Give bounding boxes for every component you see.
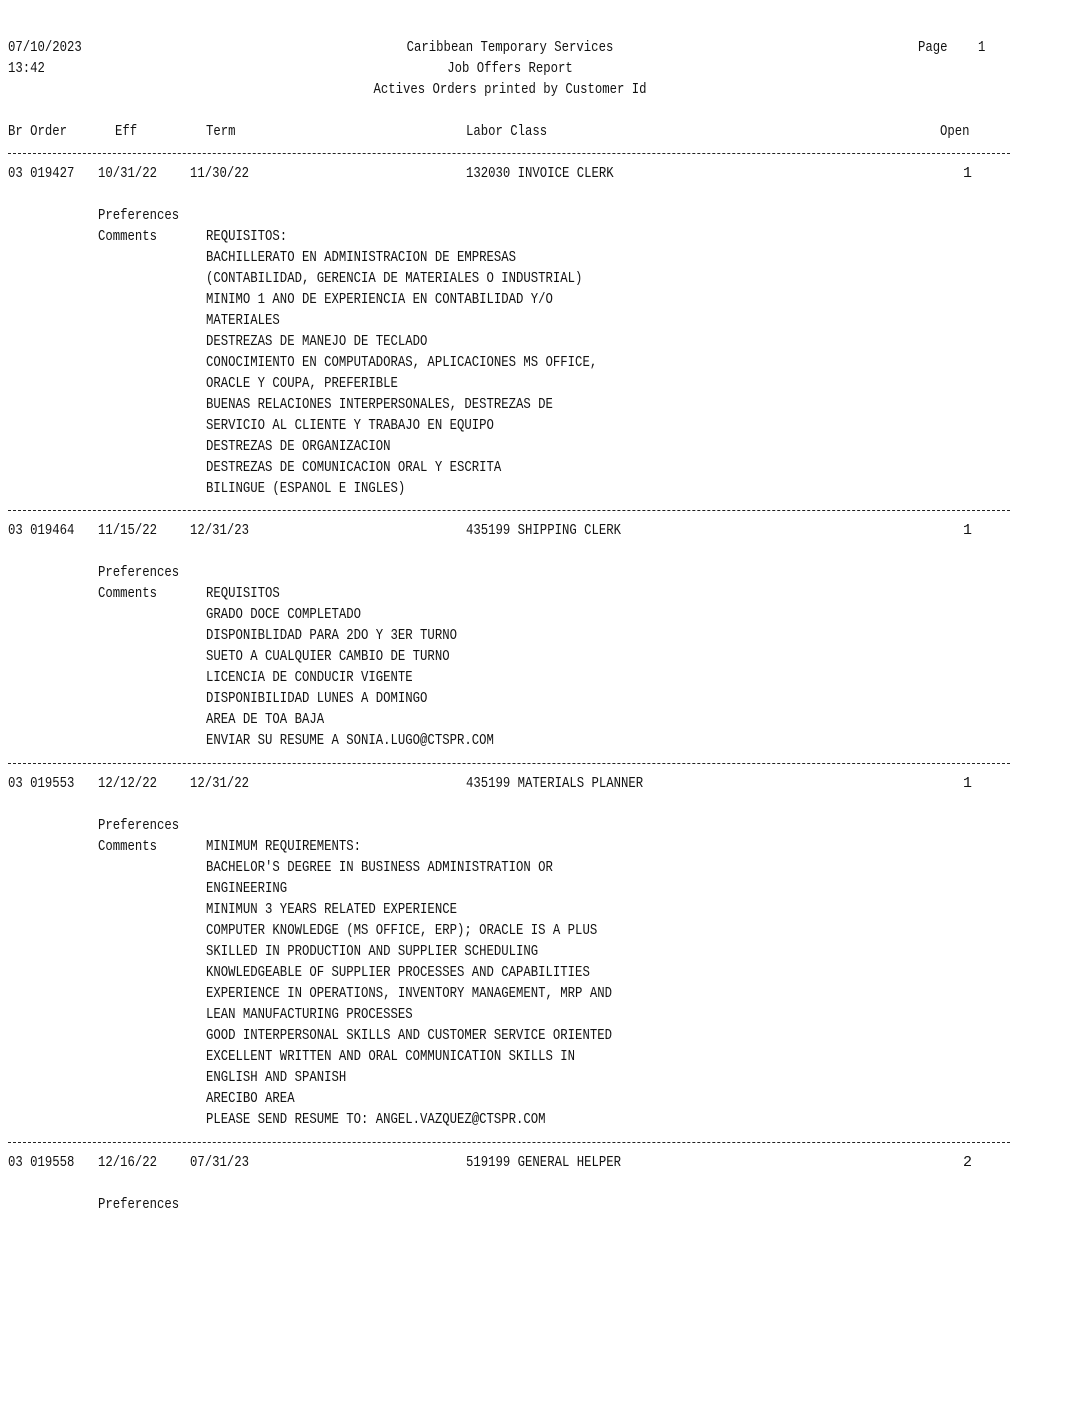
comment-line: MINIMUM REQUIREMENTS: xyxy=(206,838,362,855)
column-header-term: Term xyxy=(206,123,236,140)
order-term-date: 12/31/22 xyxy=(190,775,250,792)
order-eff-date: 11/15/22 xyxy=(98,522,158,539)
order-number: 03 019464 xyxy=(8,522,75,539)
order-open-count: 1 xyxy=(962,165,972,182)
preferences-label: Preferences xyxy=(98,1196,180,1213)
comment-line: SUETO A CUALQUIER CAMBIO DE TURNO xyxy=(206,648,450,665)
order-eff-date: 12/16/22 xyxy=(98,1154,158,1171)
order-labor-class: 132030 INVOICE CLERK xyxy=(466,165,614,182)
comment-line: DISPONIBLIDAD PARA 2DO Y 3ER TURNO xyxy=(206,627,457,644)
separator-line xyxy=(8,1142,1010,1143)
comment-line: ENGLISH AND SPANISH xyxy=(206,1069,347,1086)
report-time: 13:42 xyxy=(8,60,45,77)
comments-label: Comments xyxy=(98,585,158,602)
report-subtitle: Actives Orders printed by Customer Id xyxy=(373,81,647,98)
order-term-date: 11/30/22 xyxy=(190,165,250,182)
column-header-eff: Eff xyxy=(115,123,138,140)
comment-line: ARECIBO AREA xyxy=(206,1090,295,1107)
comment-line: BACHELOR'S DEGREE IN BUSINESS ADMINISTRATION OR xyxy=(206,859,553,876)
page-number: 1 xyxy=(978,39,986,56)
order-number: 03 019427 xyxy=(8,165,75,182)
comment-line: ENGINEERING xyxy=(206,880,288,897)
separator-line xyxy=(8,763,1010,764)
comment-line: AREA DE TOA BAJA xyxy=(206,711,325,728)
comment-line: DESTREZAS DE MANEJO DE TECLADO xyxy=(206,333,428,350)
company-name: Caribbean Temporary Services xyxy=(406,39,614,56)
order-open-count: 1 xyxy=(962,522,972,539)
comment-line: MINIMUN 3 YEARS RELATED EXPERIENCE xyxy=(206,901,457,918)
order-eff-date: 12/12/22 xyxy=(98,775,158,792)
comment-line: REQUISITOS: xyxy=(206,228,288,245)
order-open-count: 1 xyxy=(962,775,972,792)
comment-line: BILINGUE (ESPANOL E INGLES) xyxy=(206,480,406,497)
order-term-date: 12/31/23 xyxy=(190,522,250,539)
comment-line: EXCELLENT WRITTEN AND ORAL COMMUNICATION SKILLS IN xyxy=(206,1048,576,1065)
column-header-open: Open xyxy=(940,123,970,140)
separator-line xyxy=(8,153,1010,154)
comment-line: CONOCIMIENTO EN COMPUTADORAS, APLICACIONES MS OFFICE, xyxy=(206,354,598,371)
comment-line: SERVICIO AL CLIENTE Y TRABAJO EN EQUIPO xyxy=(206,417,494,434)
comment-line: BACHILLERATO EN ADMINISTRACION DE EMPRESAS xyxy=(206,249,517,266)
column-header-br-order: Br Order xyxy=(8,123,68,140)
comment-line: REQUISITOS xyxy=(206,585,280,602)
comment-line: LICENCIA DE CONDUCIR VIGENTE xyxy=(206,669,413,686)
comment-line: GOOD INTERPERSONAL SKILLS AND CUSTOMER SERVICE ORIENTED xyxy=(206,1027,612,1044)
order-open-count: 2 xyxy=(962,1154,972,1171)
order-number: 03 019553 xyxy=(8,775,75,792)
comment-line: PLEASE SEND RESUME TO: ANGEL.VAZQUEZ@CTSPR.COM xyxy=(206,1111,546,1128)
comment-line: DESTREZAS DE COMUNICACION ORAL Y ESCRITA xyxy=(206,459,502,476)
comment-line: MINIMO 1 ANO DE EXPERIENCIA EN CONTABILIDAD Y/O xyxy=(206,291,553,308)
order-eff-date: 10/31/22 xyxy=(98,165,158,182)
separator-line xyxy=(8,510,1010,511)
column-header-labor-class: Labor Class xyxy=(466,123,548,140)
comment-line: LEAN MANUFACTURING PROCESSES xyxy=(206,1006,413,1023)
report-title: Job Offers Report xyxy=(447,60,573,77)
preferences-label: Preferences xyxy=(98,817,180,834)
comment-line: EXPERIENCE IN OPERATIONS, INVENTORY MANAGEMENT, MRP AND xyxy=(206,985,612,1002)
comment-line: DISPONIBILIDAD LUNES A DOMINGO xyxy=(206,690,428,707)
order-labor-class: 519199 GENERAL HELPER xyxy=(466,1154,622,1171)
comment-line: BUENAS RELACIONES INTERPERSONALES, DESTREZAS DE xyxy=(206,396,553,413)
comment-line: MATERIALES xyxy=(206,312,280,329)
comment-line: SKILLED IN PRODUCTION AND SUPPLIER SCHEDULING xyxy=(206,943,539,960)
order-labor-class: 435199 MATERIALS PLANNER xyxy=(466,775,644,792)
order-labor-class: 435199 SHIPPING CLERK xyxy=(466,522,622,539)
comments-label: Comments xyxy=(98,228,158,245)
preferences-label: Preferences xyxy=(98,564,180,581)
comment-line: GRADO DOCE COMPLETADO xyxy=(206,606,362,623)
preferences-label: Preferences xyxy=(98,207,180,224)
comment-line: ORACLE Y COUPA, PREFERIBLE xyxy=(206,375,398,392)
comment-line: DESTREZAS DE ORGANIZACION xyxy=(206,438,391,455)
comment-line: COMPUTER KNOWLEDGE (MS OFFICE, ERP); ORACLE IS A PLUS xyxy=(206,922,598,939)
report-date: 07/10/2023 xyxy=(8,39,82,56)
comment-line: KNOWLEDGEABLE OF SUPPLIER PROCESSES AND CAPABILITIES xyxy=(206,964,590,981)
page-label: Page xyxy=(918,39,948,56)
comment-line: (CONTABILIDAD, GERENCIA DE MATERIALES O INDUSTRIAL) xyxy=(206,270,583,287)
order-term-date: 07/31/23 xyxy=(190,1154,250,1171)
comments-label: Comments xyxy=(98,838,158,855)
comment-line: ENVIAR SU RESUME A SONIA.LUGO@CTSPR.COM xyxy=(206,732,494,749)
order-number: 03 019558 xyxy=(8,1154,75,1171)
